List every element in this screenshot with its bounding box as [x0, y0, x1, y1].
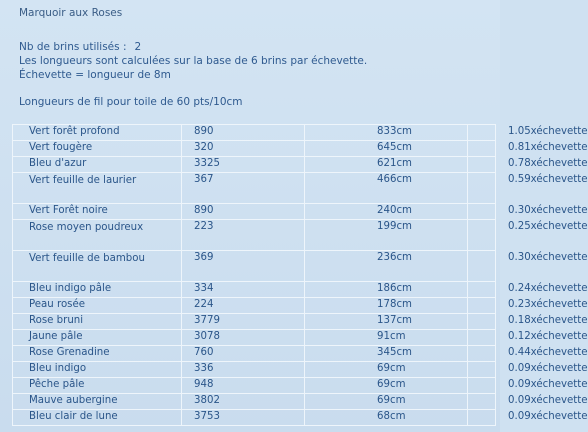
thread-number-cell: 3325 — [182, 157, 305, 173]
thread-length-cell: 466cm — [305, 173, 468, 204]
table-row — [13, 330, 496, 346]
echevette-count-cell: 0.59xéchevette — [468, 173, 496, 204]
thread-length-cell: 621cm — [305, 157, 468, 173]
echevette-count-cell: 0.09xéchevette — [468, 362, 496, 378]
thread-table — [12, 124, 588, 426]
thread-length-cell: 186cm — [305, 282, 468, 298]
table-row — [13, 220, 496, 251]
thread-name-cell: Bleu indigo pâle — [13, 282, 182, 298]
thread-length-cell: 91cm — [305, 330, 468, 346]
echevette-count-cell: 0.30xéchevette — [468, 251, 496, 282]
thread-name-cell: Bleu d'azur — [13, 157, 182, 173]
thread-number-cell: 223 — [182, 220, 305, 251]
thread-number-cell: 3802 — [182, 394, 305, 410]
thread-name-cell: Vert Forêt noire — [13, 204, 182, 220]
thread-number-cell: 3753 — [182, 410, 305, 426]
base-line: Les longueurs sont calculées sur la base de 6 brins par échevette. — [19, 55, 368, 67]
echevette-count-cell: 0.09xéchevette — [468, 394, 496, 410]
table-row — [13, 394, 496, 410]
echevette-count-cell: 0.25xéchevette — [468, 220, 496, 251]
table-row — [13, 141, 496, 157]
thread-name-cell: Jaune pâle — [13, 330, 182, 346]
brins-line — [19, 40, 367, 54]
thread-length-cell: 199cm — [305, 220, 468, 251]
thread-length-cell: 69cm — [305, 394, 468, 410]
thread-name-cell: Rose bruni — [13, 314, 182, 330]
thread-name-cell: Mauve aubergine — [13, 394, 182, 410]
document-title: Marquoir aux Roses — [19, 7, 123, 19]
thread-name-cell: Bleu clair de lune — [13, 410, 182, 426]
thread-number-cell: 3078 — [182, 330, 305, 346]
thread-length-cell: 178cm — [305, 298, 468, 314]
thread-length-cell: 645cm — [305, 141, 468, 157]
thread-number-cell: 367 — [182, 173, 305, 204]
table-row — [13, 251, 496, 282]
thread-table-body — [13, 125, 588, 426]
thread-length-cell: 240cm — [305, 204, 468, 220]
table-row — [13, 378, 496, 394]
table-row — [13, 157, 496, 173]
table-row — [13, 125, 496, 141]
table-row — [13, 204, 496, 220]
thread-length-cell: 345cm — [305, 346, 468, 362]
thread-number-cell: 948 — [182, 378, 305, 394]
table-row — [13, 173, 496, 204]
thread-name-cell: Rose moyen poudreux — [13, 220, 182, 251]
echevette-line: Échevette = longueur de 8m — [19, 69, 171, 81]
thread-name-cell: Pêche pâle — [13, 378, 182, 394]
thread-name-cell: Vert forêt profond — [13, 125, 182, 141]
thread-number-cell: 890 — [182, 125, 305, 141]
thread-length-cell: 69cm — [305, 362, 468, 378]
thread-name-cell: Vert feuille de bambou — [13, 251, 182, 282]
table-row — [13, 314, 496, 330]
echevette-count-cell: 0.09xéchevette — [468, 378, 496, 394]
echevette-count-cell: 0.23xéchevette — [468, 298, 496, 314]
thread-number-cell: 890 — [182, 204, 305, 220]
thread-length-cell: 68cm — [305, 410, 468, 426]
table-row — [13, 346, 496, 362]
thread-name-cell: Peau rosée — [13, 298, 182, 314]
echevette-count-cell: 0.24xéchevette — [468, 282, 496, 298]
thread-number-cell: 224 — [182, 298, 305, 314]
table-row — [13, 362, 496, 378]
echevette-count-cell: 0.30xéchevette — [468, 204, 496, 220]
thread-length-cell: 137cm — [305, 314, 468, 330]
echevette-count-cell: 0.18xéchevette — [468, 314, 496, 330]
thread-length-cell: 833cm — [305, 125, 468, 141]
thread-name-cell: Vert fougère — [13, 141, 182, 157]
thread-name-cell: Rose Grenadine — [13, 346, 182, 362]
echevette-count-cell: 0.12xéchevette — [468, 330, 496, 346]
brins-label: Nb de brins utilisés : — [19, 41, 127, 53]
thread-number-cell: 3779 — [182, 314, 305, 330]
echevette-count-cell: 0.81xéchevette — [468, 141, 496, 157]
thread-number-cell: 334 — [182, 282, 305, 298]
echevette-count-cell: 0.78xéchevette — [468, 157, 496, 173]
table-row — [13, 410, 496, 426]
thread-number-cell: 320 — [182, 141, 305, 157]
thread-name-cell: Vert feuille de laurier — [13, 173, 182, 204]
echevette-count-cell: 0.09xéchevette — [468, 410, 496, 426]
echevette-count-cell: 0.44xéchevette — [468, 346, 496, 362]
thread-name-cell: Bleu indigo — [13, 362, 182, 378]
table-subtitle: Longueurs de fil pour toile de 60 pts/10cm — [19, 96, 243, 108]
info-block — [19, 40, 367, 82]
table-row — [13, 282, 496, 298]
brins-value: 2 — [134, 41, 142, 53]
echevette-count-cell: 1.05xéchevette — [468, 125, 496, 141]
table-row — [13, 298, 496, 314]
thread-number-cell: 369 — [182, 251, 305, 282]
thread-length-cell: 236cm — [305, 251, 468, 282]
thread-number-cell: 760 — [182, 346, 305, 362]
thread-number-cell: 336 — [182, 362, 305, 378]
thread-length-cell: 69cm — [305, 378, 468, 394]
